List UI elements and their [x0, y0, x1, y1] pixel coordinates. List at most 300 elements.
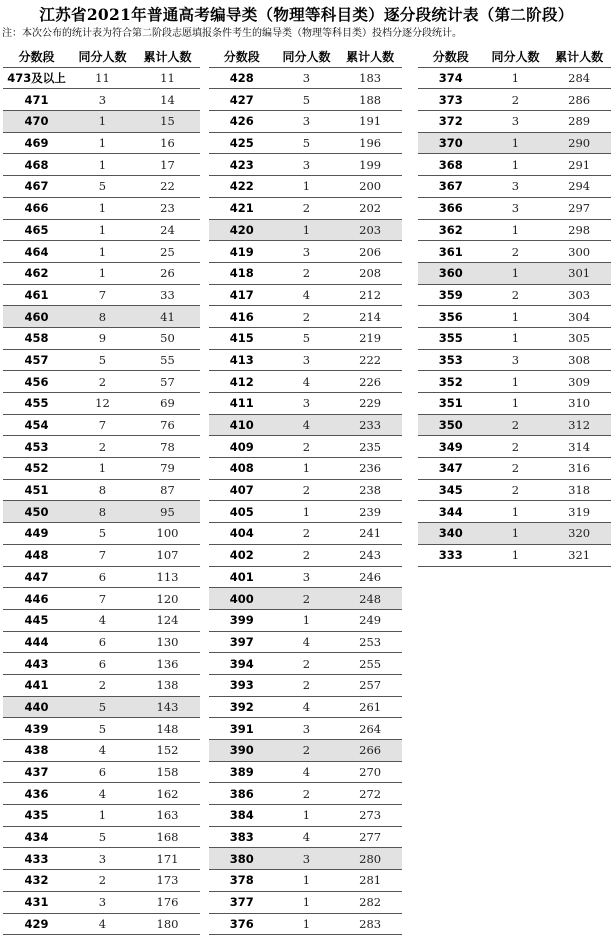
score-cell: 405: [209, 501, 275, 523]
score-cell: 422: [209, 176, 275, 198]
same-count-cell: 3: [275, 241, 339, 263]
cumulative-count-cell: 14: [135, 89, 200, 111]
score-cell: 333: [418, 544, 484, 566]
same-count-cell: 4: [275, 761, 339, 783]
table-row: [418, 111, 611, 133]
cumulative-count-cell: 23: [135, 197, 200, 219]
same-count-cell: 1: [275, 805, 339, 827]
cumulative-count-cell: 214: [338, 306, 402, 328]
score-cell: 466: [3, 197, 70, 219]
same-count-cell: 5: [70, 718, 135, 740]
column-header: 同分人数: [275, 46, 339, 67]
cumulative-count-cell: 222: [338, 349, 402, 371]
cumulative-count-cell: 309: [547, 371, 611, 393]
score-cell: 439: [3, 718, 70, 740]
same-count-cell: 1: [70, 262, 135, 284]
cumulative-count-cell: 321: [547, 544, 611, 566]
cumulative-count-cell: 87: [135, 479, 200, 501]
cumulative-count-cell: 11: [135, 67, 200, 89]
score-cell: 366: [418, 197, 484, 219]
score-cell: 457: [3, 349, 70, 371]
score-cell: 402: [209, 544, 275, 566]
table-row: [209, 414, 402, 436]
table-row: [3, 826, 200, 848]
same-count-cell: 1: [484, 219, 548, 241]
table-row: [209, 870, 402, 892]
score-cell: 408: [209, 458, 275, 480]
table-row: [209, 111, 402, 133]
same-count-cell: 3: [70, 848, 135, 870]
table-row: [418, 349, 611, 371]
cumulative-count-cell: 281: [338, 870, 402, 892]
score-cell: 453: [3, 436, 70, 458]
cumulative-count-cell: 57: [135, 371, 200, 393]
table-header-row: [3, 46, 200, 67]
table-row: [3, 284, 200, 306]
cumulative-count-cell: 152: [135, 740, 200, 762]
score-cell: 386: [209, 783, 275, 805]
score-cell: 418: [209, 262, 275, 284]
same-count-cell: 5: [70, 826, 135, 848]
score-cell: 465: [3, 219, 70, 241]
cumulative-count-cell: 270: [338, 761, 402, 783]
same-count-cell: 1: [275, 609, 339, 631]
cumulative-count-cell: 124: [135, 609, 200, 631]
score-table-column-1: [3, 46, 200, 935]
score-cell: 443: [3, 653, 70, 675]
same-count-cell: 6: [70, 566, 135, 588]
same-count-cell: 6: [70, 653, 135, 675]
score-cell: 399: [209, 609, 275, 631]
cumulative-count-cell: 176: [135, 891, 200, 913]
table-row: [209, 219, 402, 241]
score-cell: 415: [209, 327, 275, 349]
score-table-column-3: [418, 46, 611, 567]
score-cell: 393: [209, 674, 275, 696]
same-count-cell: 1: [70, 154, 135, 176]
table-row: [418, 132, 611, 154]
cumulative-count-cell: 17: [135, 154, 200, 176]
same-count-cell: 6: [70, 631, 135, 653]
cumulative-count-cell: 26: [135, 262, 200, 284]
table-row: [3, 197, 200, 219]
same-count-cell: 7: [70, 284, 135, 306]
score-cell: 435: [3, 805, 70, 827]
table-row: [3, 696, 200, 718]
table-row: [209, 674, 402, 696]
table-row: [209, 479, 402, 501]
same-count-cell: 4: [275, 696, 339, 718]
score-cell: 417: [209, 284, 275, 306]
score-cell: 423: [209, 154, 275, 176]
score-cell: 450: [3, 501, 70, 523]
table-row: [209, 241, 402, 263]
same-count-cell: 3: [484, 197, 548, 219]
cumulative-count-cell: 314: [547, 436, 611, 458]
cumulative-count-cell: 266: [338, 740, 402, 762]
cumulative-count-cell: 294: [547, 176, 611, 198]
cumulative-count-cell: 291: [547, 154, 611, 176]
same-count-cell: 1: [70, 241, 135, 263]
score-cell: 468: [3, 154, 70, 176]
table-row: [209, 393, 402, 415]
cumulative-count-cell: 113: [135, 566, 200, 588]
score-cell: 344: [418, 501, 484, 523]
table-note: 注：本次公布的统计表为符合第二阶段志愿填报条件考生的编导类（物理等科目类）投档分逐分段统计。: [2, 28, 462, 39]
cumulative-count-cell: 107: [135, 544, 200, 566]
table-row: [418, 154, 611, 176]
same-count-cell: 1: [70, 197, 135, 219]
score-cell: 425: [209, 132, 275, 154]
table-row: [209, 67, 402, 89]
score-cell: 434: [3, 826, 70, 848]
same-count-cell: 1: [484, 393, 548, 415]
cumulative-count-cell: 243: [338, 544, 402, 566]
cumulative-count-cell: 249: [338, 609, 402, 631]
cumulative-count-cell: 304: [547, 306, 611, 328]
same-count-cell: 3: [275, 111, 339, 133]
cumulative-count-cell: 290: [547, 132, 611, 154]
table-header-row: [209, 46, 402, 67]
cumulative-count-cell: 206: [338, 241, 402, 263]
score-cell: 372: [418, 111, 484, 133]
same-count-cell: 1: [484, 544, 548, 566]
same-count-cell: 1: [484, 67, 548, 89]
table-row: [418, 523, 611, 545]
score-cell: 432: [3, 870, 70, 892]
cumulative-count-cell: 143: [135, 696, 200, 718]
score-cell: 368: [418, 154, 484, 176]
same-count-cell: 3: [275, 393, 339, 415]
table-row: [418, 306, 611, 328]
same-count-cell: 2: [484, 458, 548, 480]
cumulative-count-cell: 319: [547, 501, 611, 523]
same-count-cell: 3: [275, 718, 339, 740]
score-cell: 389: [209, 761, 275, 783]
same-count-cell: 5: [70, 696, 135, 718]
score-cell: 360: [418, 262, 484, 284]
same-count-cell: 1: [275, 913, 339, 935]
same-count-cell: 2: [484, 241, 548, 263]
same-count-cell: 4: [70, 609, 135, 631]
cumulative-count-cell: 191: [338, 111, 402, 133]
same-count-cell: 2: [275, 740, 339, 762]
same-count-cell: 4: [70, 913, 135, 935]
same-count-cell: 2: [484, 89, 548, 111]
cumulative-count-cell: 253: [338, 631, 402, 653]
cumulative-count-cell: 79: [135, 458, 200, 480]
cumulative-count-cell: 163: [135, 805, 200, 827]
column-header: 同分人数: [484, 46, 548, 67]
table-row: [418, 219, 611, 241]
score-cell: 473及以上: [3, 67, 70, 89]
cumulative-count-cell: 78: [135, 436, 200, 458]
table-row: [3, 761, 200, 783]
same-count-cell: 9: [70, 327, 135, 349]
table-row: [209, 631, 402, 653]
cumulative-count-cell: 183: [338, 67, 402, 89]
score-cell: 350: [418, 414, 484, 436]
same-count-cell: 5: [70, 176, 135, 198]
score-cell: 345: [418, 479, 484, 501]
table-row: [209, 284, 402, 306]
cumulative-count-cell: 280: [338, 848, 402, 870]
score-cell: 436: [3, 783, 70, 805]
table-row: [209, 197, 402, 219]
table-row: [418, 479, 611, 501]
same-count-cell: 2: [70, 870, 135, 892]
table-row: [3, 523, 200, 545]
cumulative-count-cell: 310: [547, 393, 611, 415]
table-row: [418, 89, 611, 111]
score-cell: 353: [418, 349, 484, 371]
table-row: [3, 371, 200, 393]
same-count-cell: 12: [70, 393, 135, 415]
table-row: [3, 870, 200, 892]
table-row: [209, 501, 402, 523]
score-cell: 362: [418, 219, 484, 241]
table-row: [418, 501, 611, 523]
score-cell: 355: [418, 327, 484, 349]
score-cell: 445: [3, 609, 70, 631]
same-count-cell: 4: [275, 826, 339, 848]
table-row: [209, 306, 402, 328]
score-cell: 441: [3, 674, 70, 696]
table-row: [3, 740, 200, 762]
score-cell: 384: [209, 805, 275, 827]
cumulative-count-cell: 100: [135, 523, 200, 545]
score-cell: 467: [3, 176, 70, 198]
table-row: [418, 393, 611, 415]
cumulative-count-cell: 316: [547, 458, 611, 480]
same-count-cell: 3: [275, 349, 339, 371]
score-cell: 410: [209, 414, 275, 436]
same-count-cell: 2: [70, 371, 135, 393]
same-count-cell: 2: [275, 479, 339, 501]
table-row: [3, 219, 200, 241]
table-row: [3, 458, 200, 480]
same-count-cell: 2: [484, 284, 548, 306]
same-count-cell: 5: [70, 349, 135, 371]
same-count-cell: 2: [275, 588, 339, 610]
cumulative-count-cell: 308: [547, 349, 611, 371]
score-cell: 407: [209, 479, 275, 501]
cumulative-count-cell: 305: [547, 327, 611, 349]
cumulative-count-cell: 261: [338, 696, 402, 718]
table-row: [209, 761, 402, 783]
score-cell: 449: [3, 523, 70, 545]
score-cell: 380: [209, 848, 275, 870]
same-count-cell: 1: [275, 176, 339, 198]
cumulative-count-cell: 33: [135, 284, 200, 306]
table-row: [209, 891, 402, 913]
table-row: [418, 241, 611, 263]
cumulative-count-cell: 95: [135, 501, 200, 523]
page-title: 江苏省2021年普通高考编导类（物理等科目类）逐分段统计表（第二阶段）: [39, 5, 574, 24]
score-cell: 452: [3, 458, 70, 480]
table-row: [418, 436, 611, 458]
score-cell: 446: [3, 588, 70, 610]
score-cell: 392: [209, 696, 275, 718]
same-count-cell: 2: [275, 306, 339, 328]
score-cell: 401: [209, 566, 275, 588]
same-count-cell: 2: [275, 262, 339, 284]
cumulative-count-cell: 212: [338, 284, 402, 306]
cumulative-count-cell: 148: [135, 718, 200, 740]
cumulative-count-cell: 76: [135, 414, 200, 436]
same-count-cell: 4: [275, 371, 339, 393]
table-row: [418, 327, 611, 349]
table-row: [418, 197, 611, 219]
cumulative-count-cell: 246: [338, 566, 402, 588]
cumulative-count-cell: 162: [135, 783, 200, 805]
same-count-cell: 4: [275, 414, 339, 436]
cumulative-count-cell: 202: [338, 197, 402, 219]
cumulative-count-cell: 239: [338, 501, 402, 523]
score-cell: 373: [418, 89, 484, 111]
cumulative-count-cell: 300: [547, 241, 611, 263]
table-row: [418, 414, 611, 436]
same-count-cell: 1: [484, 132, 548, 154]
same-count-cell: 7: [70, 414, 135, 436]
cumulative-count-cell: 188: [338, 89, 402, 111]
table-row: [418, 67, 611, 89]
table-row: [209, 371, 402, 393]
score-cell: 421: [209, 197, 275, 219]
score-cell: 428: [209, 67, 275, 89]
score-cell: 464: [3, 241, 70, 263]
cumulative-count-cell: 24: [135, 219, 200, 241]
table-row: [3, 588, 200, 610]
table-row: [3, 891, 200, 913]
cumulative-count-cell: 272: [338, 783, 402, 805]
table-row: [3, 631, 200, 653]
cumulative-count-cell: 69: [135, 393, 200, 415]
score-cell: 376: [209, 913, 275, 935]
table-row: [3, 805, 200, 827]
cumulative-count-cell: 50: [135, 327, 200, 349]
cumulative-count-cell: 255: [338, 653, 402, 675]
score-cell: 361: [418, 241, 484, 263]
score-cell: 461: [3, 284, 70, 306]
cumulative-count-cell: 168: [135, 826, 200, 848]
same-count-cell: 8: [70, 479, 135, 501]
same-count-cell: 3: [484, 111, 548, 133]
table-row: [3, 783, 200, 805]
table-row: [209, 805, 402, 827]
score-cell: 370: [418, 132, 484, 154]
cumulative-count-cell: 138: [135, 674, 200, 696]
cumulative-count-cell: 264: [338, 718, 402, 740]
score-cell: 470: [3, 111, 70, 133]
score-cell: 359: [418, 284, 484, 306]
cumulative-count-cell: 173: [135, 870, 200, 892]
table-row: [3, 154, 200, 176]
cumulative-count-cell: 257: [338, 674, 402, 696]
table-row: [209, 609, 402, 631]
same-count-cell: 1: [70, 132, 135, 154]
cumulative-count-cell: 120: [135, 588, 200, 610]
same-count-cell: 4: [275, 631, 339, 653]
score-cell: 378: [209, 870, 275, 892]
table-row: [209, 262, 402, 284]
table-row: [3, 479, 200, 501]
same-count-cell: 4: [70, 740, 135, 762]
cumulative-count-cell: 283: [338, 913, 402, 935]
score-cell: 448: [3, 544, 70, 566]
cumulative-count-cell: 16: [135, 132, 200, 154]
score-cell: 447: [3, 566, 70, 588]
score-cell: 409: [209, 436, 275, 458]
same-count-cell: 1: [484, 501, 548, 523]
cumulative-count-cell: 199: [338, 154, 402, 176]
cumulative-count-cell: 55: [135, 349, 200, 371]
score-cell: 367: [418, 176, 484, 198]
score-cell: 438: [3, 740, 70, 762]
table-row: [418, 544, 611, 566]
score-cell: 433: [3, 848, 70, 870]
cumulative-count-cell: 277: [338, 826, 402, 848]
cumulative-count-cell: 200: [338, 176, 402, 198]
table-row: [3, 436, 200, 458]
cumulative-count-cell: 282: [338, 891, 402, 913]
same-count-cell: 1: [275, 219, 339, 241]
table-row: [209, 696, 402, 718]
cumulative-count-cell: 180: [135, 913, 200, 935]
table-row: [209, 588, 402, 610]
same-count-cell: 3: [275, 67, 339, 89]
same-count-cell: 5: [70, 523, 135, 545]
score-cell: 462: [3, 262, 70, 284]
score-cell: 431: [3, 891, 70, 913]
same-count-cell: 2: [275, 436, 339, 458]
table-row: [3, 674, 200, 696]
cumulative-count-cell: 312: [547, 414, 611, 436]
score-cell: 400: [209, 588, 275, 610]
same-count-cell: 2: [275, 674, 339, 696]
score-cell: 349: [418, 436, 484, 458]
table-row: [3, 241, 200, 263]
table-row: [3, 262, 200, 284]
cumulative-count-cell: 298: [547, 219, 611, 241]
table-row: [209, 458, 402, 480]
same-count-cell: 4: [70, 783, 135, 805]
same-count-cell: 3: [70, 891, 135, 913]
same-count-cell: 3: [70, 89, 135, 111]
same-count-cell: 2: [275, 523, 339, 545]
score-cell: 456: [3, 371, 70, 393]
cumulative-count-cell: 238: [338, 479, 402, 501]
same-count-cell: 7: [70, 544, 135, 566]
table-row: [209, 653, 402, 675]
same-count-cell: 1: [70, 219, 135, 241]
table-row: [209, 176, 402, 198]
cumulative-count-cell: 219: [338, 327, 402, 349]
cumulative-count-cell: 158: [135, 761, 200, 783]
table-row: [3, 327, 200, 349]
score-cell: 419: [209, 241, 275, 263]
same-count-cell: 6: [70, 761, 135, 783]
score-cell: 454: [3, 414, 70, 436]
score-cell: 451: [3, 479, 70, 501]
table-row: [3, 913, 200, 935]
column-header: 累计人数: [135, 46, 200, 67]
column-header: 累计人数: [547, 46, 611, 67]
cumulative-count-cell: 297: [547, 197, 611, 219]
table-row: [3, 393, 200, 415]
same-count-cell: 7: [70, 588, 135, 610]
table-row: [209, 740, 402, 762]
